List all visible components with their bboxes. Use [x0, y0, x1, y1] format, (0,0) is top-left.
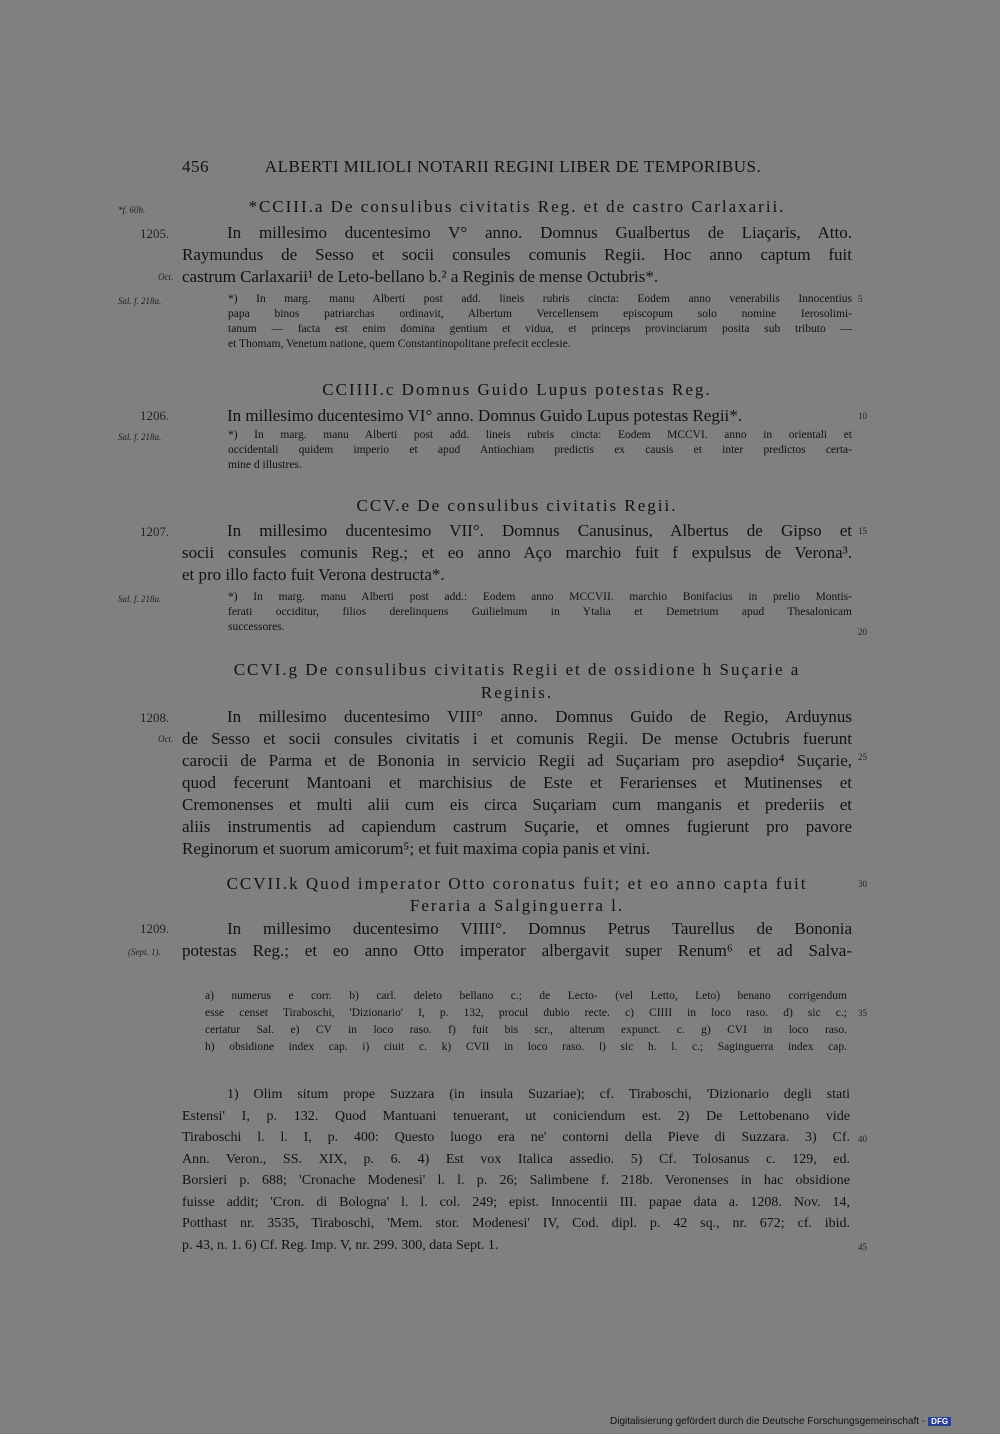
line-number: 15 [858, 526, 867, 536]
body-line: de Sesso et socii consules civitatis i et comunis Regii. De mense Octubris fuerunt [182, 729, 852, 748]
note-line: *) In marg. manu Alberti post add. lineis rubris cincta: Eodem anno venerabilis Innocentius [228, 293, 852, 305]
body-line: In millesimo ducentesimo VIIII°. Domnus Petrus Taurellus de Bononia [227, 919, 852, 938]
note-line: papa binos patriarchas ordinavit, Albertum Vercellensem episcopum solo nomine Ierosolimi- [228, 308, 852, 320]
margin-year-1205: 1205. [140, 226, 170, 241]
body-line: Cremonenses et multi alii cum eis circa Suçariam cum manganis et prederiis et [182, 795, 852, 814]
footnote-line: Tiraboschi l. l. I, p. 400: Questo luogo era ne' contorni della Pieve di Suzzara. 3) Cf. [182, 1130, 850, 1145]
footnote-line: Potthast nr. 3535, Tiraboschi, 'Mem. stor. Modenesi' IV, Cod. dipl. p. 42 sq., nr. 672; cf. ibid. [182, 1216, 850, 1231]
margin-source: Sal. f. 218a. [118, 594, 162, 604]
running-header [182, 157, 772, 177]
body-line: aliis instrumentis ad capiendum castrum Suçarie, et omnes fugierunt pro pavore [182, 817, 852, 836]
line-number: 30 [858, 879, 867, 889]
section-body [182, 520, 852, 586]
section-heading: CCV.e De consulibus civitatis Regii. [356, 496, 678, 515]
note-line: occidentali quidem imperio et apud Antiochiam predictis ex causis et inter predictos certa- [228, 444, 852, 456]
margin-year-1208: 1208. [140, 710, 170, 725]
margin-folio: *f. 60b. [118, 205, 146, 215]
body-line: In millesimo ducentesimo VI° anno. Domnus Guido Lupus potestas Regii*. [227, 406, 743, 425]
line-number: 35 [858, 1008, 867, 1018]
body-line: socii consules comunis Reg.; et eo anno Aço marchio fuit f expulsus de Verona³. [182, 543, 852, 562]
marginal-note [228, 590, 852, 635]
body-line: et pro illo facto fuit Verona destructa*. [182, 565, 445, 584]
body-line: potestas Reg.; et eo anno Otto imperator albergavit super Renum⁶ et ad Salva- [182, 941, 852, 960]
margin-source: Sal. f. 218a. [118, 432, 162, 442]
section-body [182, 405, 852, 427]
funding-footer [610, 1416, 951, 1427]
section-body [182, 918, 852, 962]
note-line: mine d illustres. [228, 459, 302, 471]
footnote-line: fuisse addit; 'Cron. di Bologna' l. l. col. 249; epist. Innocentii III. papae data a. 1208. Nov. 14, [182, 1194, 850, 1210]
note-line: ferati occiditur, filios derelinquens Guilielmum in Ytalia et Demetrium apud Thesalonicam [228, 606, 852, 618]
section-heading: CCVI.g De consulibus civitatis Regii et de ossidione h Suçarie a [233, 660, 801, 679]
page-number: 456 [182, 157, 209, 176]
line-number: 10 [858, 411, 867, 421]
body-line: carocii de Parma et de Bononia in servicio Regii ad Suçariam pro asepdio⁴ Suçarie, [182, 751, 852, 770]
margin-year-1207: 1207. [140, 524, 170, 539]
footnote-line: Ann. Veron., SS. XIX, p. 6. 4) Est vox Italica assedio. 5) Cf. Tolosanus c. 129, ed. [182, 1151, 850, 1167]
body-line: In millesimo ducentesimo VIII° anno. Domnus Guido de Regio, Arduynus [227, 707, 852, 726]
body-line: In millesimo ducentesimo V° anno. Domnus Gualbertus de Liaçaris, Atto. [227, 223, 852, 242]
line-number: 25 [858, 752, 867, 762]
footnote-line: Borsieri p. 688; 'Cronache Modenesi' l. l. p. 26; Salimbene f. 218b. Veronenses in hac obsidione [182, 1173, 850, 1188]
note-line: *) In marg. manu Alberti post add.: Eodem anno MCCVII. marchio Bonifacius in prelio Montis- [228, 591, 852, 603]
note-line: successores. [228, 621, 285, 633]
margin-month: Oct. [158, 734, 174, 744]
line-number: 45 [858, 1242, 867, 1252]
body-line: quod fecerunt Mantoani et marchisius de Este et Ferarienses et Mutinenses et [182, 773, 852, 792]
note-line: *) In marg. manu Alberti post add. lineis rubris cincta: Eodem MCCVI. anno in orientali et [228, 429, 852, 441]
running-title: ALBERTI MILIOLI NOTARII REGINI LIBER DE TEMPORIBUS. [264, 157, 762, 176]
section-body [182, 706, 852, 860]
dfg-logo: DFG [928, 1417, 951, 1426]
footnote-line: 1) Olim situm prope Suzzara (in insula Suzariae); cf. Tiraboschi, 'Dizionario degli stati [227, 1087, 850, 1102]
marginal-note [228, 292, 852, 352]
body-line: Raymundus de Sesso et socii consules comunis Regii. Hoc anno captum fuit [182, 245, 852, 264]
section-heading-cont: Feraria a Salginguerra l. [409, 896, 625, 915]
section-body [182, 222, 852, 288]
margin-date: (Sept. 1). [128, 947, 161, 957]
footer-text: Digitalisierung gefördert durch die Deutsche Forschungsgemeinschaft - [610, 1416, 926, 1427]
line-number: 5 [858, 294, 863, 304]
note-line: et Thomam, Venetum natione, quem Constantinopolitane prefecit ecclesie. [228, 338, 571, 350]
apparatus-line: esse censet Tiraboschi, 'Dizionario' I, p. 132, procul dubio recte. c) CIIII in loco raso. d) sic c.; [205, 1007, 847, 1019]
margin-year-1206: 1206. [140, 408, 170, 423]
margin-month: Oct. [158, 272, 174, 282]
critical-apparatus [205, 988, 847, 1056]
line-number: 40 [858, 1134, 867, 1144]
apparatus-line: certatur Sal. e) CV in loco raso. f) fuit bis scr., alterum expunct. c. g) CVI in loco raso. [205, 1024, 847, 1036]
body-line: castrum Carlaxarii¹ de Leto-bellano b.² a Reginis de mense Octubris*. [182, 267, 659, 286]
section-heading: CCVII.k Quod imperator Otto coronatus fuit; et eo anno capta fuit [226, 874, 808, 893]
note-line: tanum — facta est enim domina gentium et vidua, et princeps provinciarum posita sub tributo — [228, 323, 852, 335]
section-heading-cont: Reginis. [480, 683, 554, 702]
marginal-note [228, 428, 852, 473]
body-line: Reginorum et suorum amicorum⁵; et fuit maxima copia panis et vini. [182, 839, 651, 858]
footnotes [182, 1084, 850, 1256]
apparatus-line: a) numerus e corr. b) carl. deleto bellano c.; de Lecto- (vel Letto, Leto) benano corrigendum [205, 990, 847, 1002]
margin-source: Sal. f. 218a. [118, 296, 162, 306]
section-heading: CCIIII.c Domnus Guido Lupus potestas Reg. [322, 380, 712, 399]
margin-year-1209: 1209. [140, 921, 170, 936]
section-heading: *CCIII.a De consulibus civitatis Reg. et de castro Carlaxarii. [248, 197, 786, 216]
line-number: 20 [858, 627, 867, 637]
footnote-line: p. 43, n. 1. 6) Cf. Reg. Imp. V, nr. 299. 300, data Sept. 1. [182, 1237, 499, 1253]
footnote-line: Estensi' I, p. 132. Quod Mantuani tenuerant, ut coniciendum est. 2) De Lettobenano vide [182, 1108, 850, 1124]
body-line: In millesimo ducentesimo VII°. Domnus Canusinus, Albertus de Gipso et [227, 521, 852, 540]
apparatus-line: h) obsidione index cap. i) ciuit c. k) CVII in loco raso. l) sic h. l. c.; Saginguerra index cap. [205, 1041, 847, 1053]
